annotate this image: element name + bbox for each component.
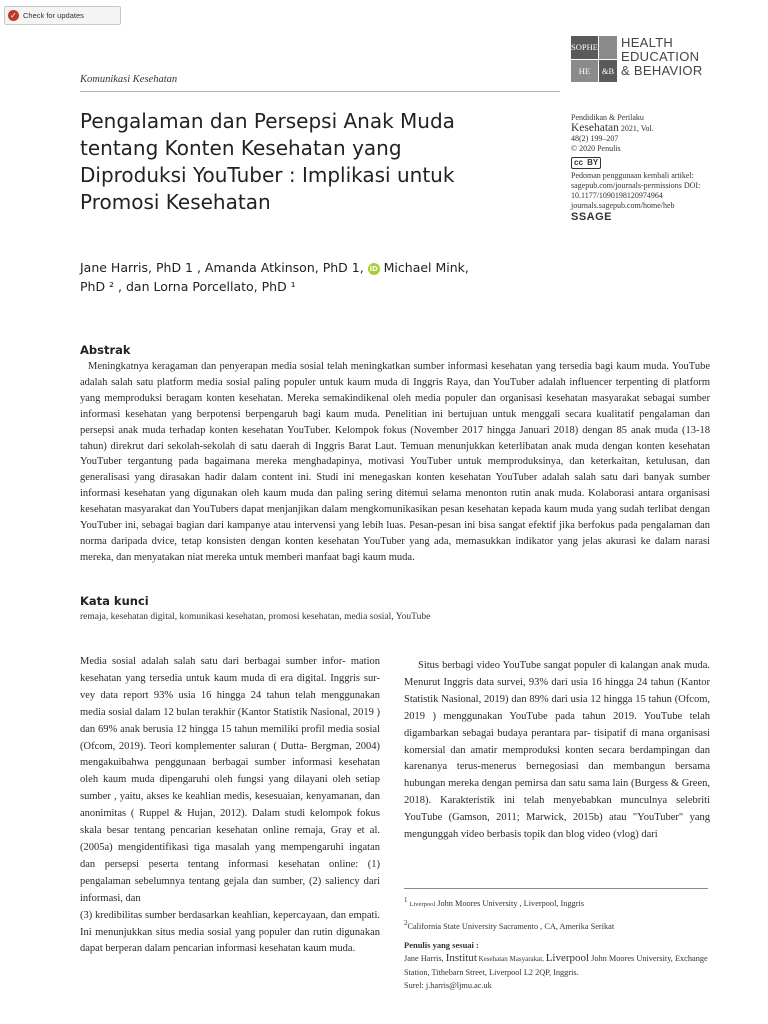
meta-reuse-doi[interactable]: Pedoman penggunaan kembali artikel: sagepub.com/journals-permissions DOI: 10.1177/1090198120974964 journals.sagepub.com/home/heb <box>571 171 701 210</box>
cc-label: cc <box>574 158 583 167</box>
footnote-marker: 1 <box>404 897 408 904</box>
corr-city: Liverpool <box>545 951 590 964</box>
check-for-updates-badge[interactable] <box>4 6 121 25</box>
abstract-text: Meningkatnya keragaman dan penyerapan media sosial telah meningkatkan sumber informasi kesehatan yang tersedia bagi kaum muda. YouTube adalah salah satu platform media sosial paling populer untuk kaum muda di Inggris Raya, dan YouTuber adalah influencer terpenting di platform yang memproduksi beragam konten kesehatan. Mereka semakindikenal oleh media populer dan organisasi kesehatan masyarakat sebagai sumber informasi kesehatan yang berpotensi berpengaruh bagi kaum muda. Penelitian ini bertujuan untuk menggali secara kualitatif pengalaman dan persepsi anak muda terhadap konten kesehatan YouTuber. Kelompok fokus (November 2017 hingga Januari 2018) dengan 85 anak muda (13-18 tahun) direkrut dari sekolah-sekolah di satu daerah di Inggris Barat Laut. Temuan menunjukkan keterlibatan anak muda dengan konten kesehatan YouTuber tergantung pada bagaimana mereka menghadapinya, motivasi YouTuber untuk memproduksinya, dan keterkaitan, ketulusan, dan generalisasi yang dirasakan hadir dalam content ini. Studi ini menegaskan konten kesehatan YouTuber adalah salah satu dari banyak sumber informasi kesehatan yang digunakan oleh kaum muda dan paling sering ditemui selama menonton rutin anak muda. Kolaborasi antara organisasi kesehatan masyarakat dan YouTubers dapat menjanjikan dalam mengkomunikasikan pesan kesehatan kepada kaum muda yang sudah terlibat dengan YouTuber ini, sebagai bagian dari kampanye atau intervensi yang lebih luas. Pesan-pesan ini bisa sangat efektif jika berfokus pada pengalaman dan norma daripada dvice, tetap konsisten dengan konten kesehatan YouTuber yang ada, memasukkan indikator yang jelas akurasi ke dalam narasi mereka, dan menyatakan niat mereka untuk memberi manfaat bagi kaum muda. <box>80 361 710 563</box>
corr-institute: Institut <box>445 951 477 964</box>
keywords-heading: Kata kunci <box>80 594 149 608</box>
logo-cell: SOPHE <box>571 36 598 59</box>
logo-word: EDUCATION <box>621 49 700 64</box>
body-paragraph: Media sosial adalah salah satu dari berbagai sumber infor- mation kesehatan yang tersedia untuk kaum muda di era digital. Inggris sur- vey data report 93% usia 16 hingga 24 tahun telah menggunakan media sosial dalam 12 bulan terakhir (Kantor Statistik Nasional, 2019 ) dan 69% anak berusia 12 hingga 15 tahun memiliki profil media sosial (Ofcom, 2019). Teori komplementer saluran ( Dutta- Bergman, 2004) mengakuibahwa penggunaan berbagai sumber informasi kesehatan oleh kaum muda dipengaruhi oleh fungsi yang dilayani oleh setiap sumber , yaitu, akses ke keahlian medis, kesesuaian, kenyamanan, dan anonimitas ( Ruppel & Hujan, 2012). Dalam studi kelompok fokus skala besar tentang pencarian kesehatan online remaja, Gray et al. (2005a) mengidentifikasi tiga masalah yang mempengaruhi ingatan dan persepsi peserta tentang informasi kesehatan online: (1) pengalaman sebelumnya tentang gejala dan sumber, (2) saliency dari informasi, dan <box>80 656 380 904</box>
corr-name: Jane Harris, <box>404 953 446 963</box>
meta-copyright: © 2020 Penulis <box>571 144 621 153</box>
corresponding-author-heading: Penulis yang sesuai : <box>404 939 479 950</box>
affiliation-2 <box>404 917 710 933</box>
footnotes <box>404 894 710 992</box>
author-list <box>80 258 550 296</box>
author-names-2: Michael Mink, <box>379 260 469 275</box>
logo-word: & BEHAVIOR <box>621 63 703 78</box>
corresponding-author-email[interactable]: Surel: j.harris@ljmu.ac.uk <box>404 980 492 990</box>
update-icon: ✓ <box>8 10 19 21</box>
journal-section-label: Komunikasi Kesehatan <box>80 74 178 85</box>
affiliation-text: John Moores University , Liverpool, Inggris <box>435 898 585 908</box>
logo-cell: &B <box>599 60 617 83</box>
logo-cell <box>599 36 617 59</box>
publisher-logo <box>571 36 703 82</box>
meta-journal-line: Pendidikan & Perilaku <box>571 113 644 122</box>
affiliation-text: California State University Sacramento , CA, Amerika Serikat <box>407 921 615 931</box>
article-metadata <box>571 113 721 222</box>
author-names-3: PhD ² , dan Lorna Porcellato, PhD ¹ <box>80 279 296 294</box>
keywords-text: remaja, kesehatan digital, komunikasi kesehatan, promosi kesehatan, media sosial, YouTube <box>80 612 431 622</box>
abstract-heading: Abstrak <box>80 343 131 357</box>
meta-journal-name: Kesehatan <box>571 122 619 134</box>
body-column-left <box>80 654 380 958</box>
check-for-updates-label: Check for updates <box>23 11 84 20</box>
footnote-marker: 2 <box>404 919 408 927</box>
logo-cell: HE <box>571 60 598 83</box>
meta-year-volume: 2021, Vol. <box>618 124 654 133</box>
cc-by-label: BY <box>587 158 599 167</box>
sage-logo: SSAGE <box>571 211 613 223</box>
meta-issue-pages: 48(2) 199–207 <box>571 134 619 143</box>
logo-wordmark <box>621 36 703 82</box>
logo-word: HEALTH <box>621 35 674 50</box>
header-divider <box>80 91 560 92</box>
body-column-right: Situs berbagi video YouTube sangat populer di kalangan anak muda. Menurut Inggris data survei, 93% dari usia 16 hingga 24 tahun (Kantor Statistik Nasional, 2019) dan 89% dari usia 12 hingga 15 tahun (Ofcom, 2019 ) menggunakan YouTube pada tahun 2019. YouTube telah digambarkan sebagai budaya perantara par- tisipatif di mana organisasi komersial dan amatir memproduksi konten secara berdampingan dan karenanya terus-menerus bernegosiasi dan membangun bersama hubungan mereka dengan pemirsa dan satu sama lain (Burgess & Green, 2018). Karakteristik ini telah menyebabkan munculnya selebriti YouTube (Gamson, 2011; Marwick, 2015b) atau "YouTuber" yang mengunggah video berbasis topik dan blog video (vlog) dari <box>404 660 710 841</box>
affiliation-city: Liverpool <box>409 900 436 908</box>
orcid-icon[interactable]: iD <box>369 265 378 273</box>
creative-commons-icon <box>571 157 601 169</box>
corr-street: John Moores University, Exchange Station, Tithebarn Street, Liverpool L2 2QP, Inggris. <box>404 953 708 977</box>
logo-mark <box>571 36 617 82</box>
affiliation-1 <box>404 894 710 911</box>
footnote-divider <box>404 888 708 889</box>
body-paragraph: (3) kredibilitas sumber berdasarkan keahlian, kepercayaan, dan empati. Ini menunjukkan situs media sosial yang populer dan rutin digunakan dapat berperan dalam pencarian informasi kesehatan kaum muda. <box>80 909 380 955</box>
corresponding-author-address <box>404 952 710 979</box>
meta-citation <box>571 123 721 134</box>
author-names-1: Jane Harris, PhD 1 , Amanda Atkinson, PhD 1, <box>80 260 364 275</box>
corr-dept: Kesehatan Masyarakat, <box>476 954 546 963</box>
article-title: Pengalaman dan Persepsi Anak Muda tentang Konten Kesehatan yang Diproduksi YouTuber : Implikasi untuk Promosi Kesehatan <box>80 109 455 214</box>
